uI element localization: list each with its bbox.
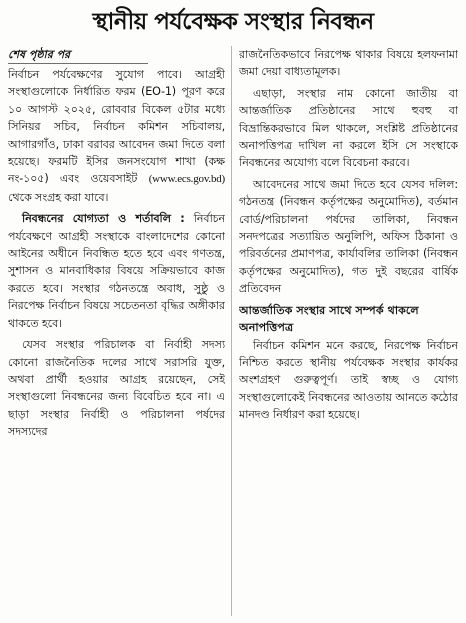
eligibility-text: নির্বাচন পর্যবেক্ষণে আগ্রহী সংস্থাকে বাংলাদেশের কোনো আইনের অধীনে নিবন্ধিত হতে হবে এবং গণতন্ত্র, সুশাসন ও মানবাধিকার বিষয়ে সক্রিয়ভাবে কাজ করতে হবে। সংস্থার গঠনতন্ত্রে অবাধ, সুষ্ঠু ও নিরপেক্ষ নির্বাচন বিষয়ে সচেতনতা বৃদ্ধির অঙ্গীকার থাকতে হবে। (8, 212, 225, 330)
paragraph-name-conflict: এছাড়া, সংস্থার নাম কোনো জাতীয় বা আন্তর্জাতিক প্রতিষ্ঠানের সাথে হুবহু বা বিভ্রান্তিকরভাবে মিল থাকলে, সংশ্লিষ্ট প্রতিষ্ঠানের অনাপত্তিপত্র দাখিল না করলে ইসি সে সংস্থাকে নিবন্ধনের অযোগ্য বলে বিবেচনা করবে। (239, 86, 458, 170)
website-url: (www.ecs.gov.bd) (148, 173, 225, 186)
paragraph-affidavit: রাজনৈতিকভাবে নিরপেক্ষ থাকার বিষয়ে হলফনামা জমা দেয়া বাধ্যতামূলক। (239, 48, 458, 79)
intro-text: নির্বাচন পর্যবেক্ষণের সুযোগ পাবে। আগ্রহী সংস্থাগুলোকে নির্ধারিত ফরম (EO-1) পূরণ করে ১০ আগস্ট ২০২৫, রোববার বিকেল ৫টার মধ্যে সিনিয়র সচিব, নির্বাচন কমিশন সচিবালয়, আগারগাঁও, ঢাকা বরাবর আবেদন জমা দিতে বলা হয়েছে। ফরমটি ইসির জনসংযোগ শাখা (কক্ষ নং-১০৫) এবং ওয়েবসাইট (8, 68, 225, 186)
paragraph-intro (8, 66, 225, 206)
continued-rule (8, 63, 148, 64)
subhead-eligibility: নিবন্ধনের যোগ্যতা ও শর্তাবলি : (22, 212, 185, 226)
continued-label: শেষ পৃষ্ঠার পর (8, 48, 71, 61)
column-divider (231, 46, 232, 616)
paragraph-eligibility (8, 210, 225, 332)
subhead-international: আন্তর্জাতিক সংস্থার সাথে সম্পর্ক থাকলে অনাপত্তিপত্র (239, 303, 419, 335)
headline: স্থানীয় পর্যবেক্ষক সংস্থার নিবন্ধন (92, 9, 374, 35)
intro-text-end: থেকে সংগ্রহ করা যাবে। (8, 190, 109, 204)
paragraph-political: যেসব সংস্থার পরিচালক বা নির্বাহী সদস্য কোনো রাজনৈতিক দলের সাথে সরাসরি যুক্ত, অথবা প্রার্থী হওয়ার আগ্রহ রয়েছেন, সেই সংস্থাগুলো নিবন্ধনের জন্য বিবেচিত হবে না। এ ছাড়া সংস্থার নির্বাহী ও পরিচালনা পর্ষদের সদস্যদের (8, 338, 225, 439)
paragraph-documents: আবেদনের সাথে জমা দিতে হবে যেসব দলিল: গঠনতন্ত্র (নিবন্ধন কর্তৃপক্ষের অনুমোদিত), বর্তমান বোর্ড/পরিচালনা পর্ষদের তালিকা, নিবন্ধন সনদপত্রের সত্যায়িত অনুলিপি, অফিস ঠিকানা ও পরিবর্তনের প্রমাণপত্র, কার্যাবলির তালিকা (নিবন্ধন কর্তৃপক্ষের অনুমোদিত), গত দুই বছরের বার্ষিক প্রতিবেদন (239, 177, 458, 296)
left-column (8, 46, 225, 616)
paragraph-commission: নির্বাচন কমিশন মনে করছে, নিরপেক্ষ নির্বাচন নিশ্চিত করতে স্থানীয় পর্যবেক্ষক সংস্থার কার্যকর অংশগ্রহণ গুরুত্বপূর্ণ। তাই স্বচ্ছ ও যোগ্য সংস্থাগুলোকেই নিবন্ধনের আওতায় আনতে কঠোর মানদণ্ড নির্ধারণ করা হয়েছে। (239, 338, 458, 422)
right-column (239, 46, 458, 616)
